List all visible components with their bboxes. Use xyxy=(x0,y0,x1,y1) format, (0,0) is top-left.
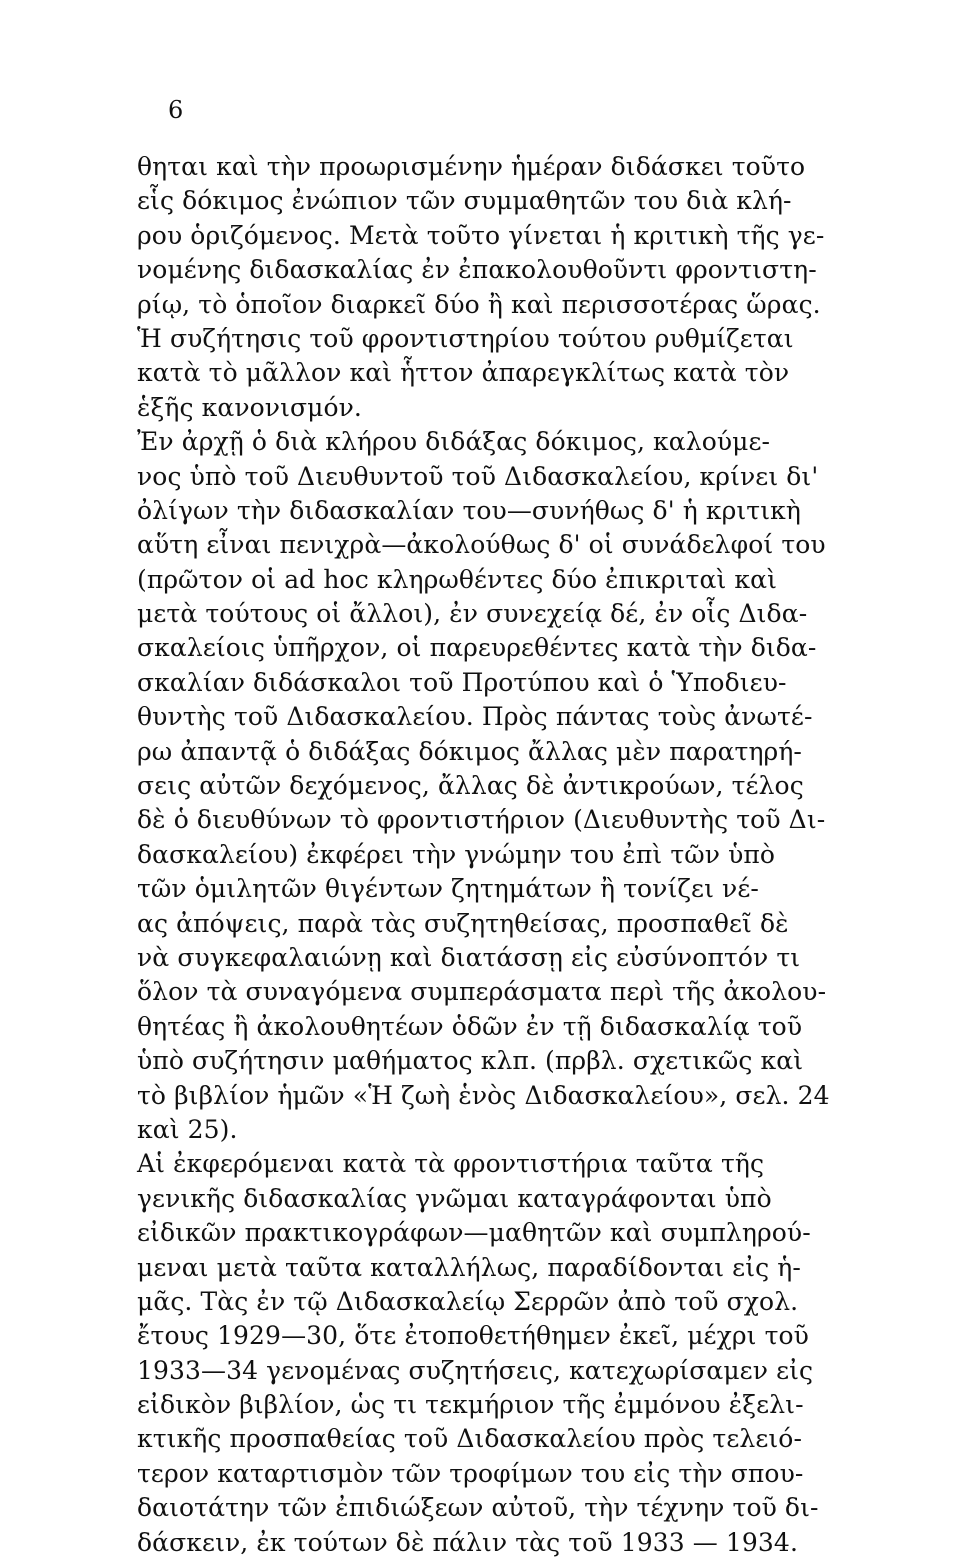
text-line: μᾶς. Τὰς ἐν τῷ Διδασκαλείῳ Σερρῶν ἀπὸ τοῦ σχολ. xyxy=(137,1286,799,1316)
text-line: δὲ ὁ διευθύνων τὸ φροντιστήριον (Διευθυντὴς τοῦ Δι- xyxy=(137,805,826,835)
text-line: ἔτους 1929—30, ὅτε ἐτοποθετήθημεν ἐκεῖ, μέχρι τοῦ xyxy=(137,1321,809,1351)
text-line: αὕτη εἶναι πενιχρὰ—ἀκολούθως δ' οἱ συνάδελφοί του xyxy=(137,530,826,560)
text-line: δάσκειν, ἐκ τούτων δὲ πάλιν τὰς τοῦ 1933 — 1934. xyxy=(137,1527,798,1557)
text-line: θυντὴς τοῦ Διδασκαλείου. Πρὸς πάντας τοὺς ἀνωτέ- xyxy=(137,702,813,732)
text-line: ρίῳ, τὸ ὁποῖον διαρκεῖ δύο ἢ καὶ περισσοτέρας ὥρας. xyxy=(137,289,821,319)
text-line: νος ὑπὸ τοῦ Διευθυντοῦ τοῦ Διδασκαλείου, κρίνει δι' xyxy=(137,461,819,491)
text-line: ρω ἀπαντᾷ ὁ διδάξας δόκιμος ἄλλας μὲν παρατηρή- xyxy=(137,736,802,766)
text-line: δασκαλείου) ἐκφέρει τὴν γνώμην του ἐπὶ τῶν ὑπὸ xyxy=(137,839,776,869)
text-line: ὅλον τὰ συναγόμενα συμπεράσματα περὶ τῆς ἀκολου- xyxy=(137,977,827,1007)
body-text xyxy=(137,150,877,1560)
text-line: ἑξῆς κανονισμόν. xyxy=(137,392,362,422)
text-line: μεναι μετὰ ταῦτα καταλλήλως, παραδίδονται εἰς ἡ- xyxy=(137,1252,801,1282)
text-line: Αἱ ἐκφερόμεναι κατὰ τὰ φροντιστήρια ταῦτα τῆς xyxy=(137,1149,765,1179)
text-line: εἷς δόκιμος ἐνώπιον τῶν συμμαθητῶν του διὰ κλή- xyxy=(137,186,792,216)
text-line: γενικῆς διδασκαλίας γνῶμαι καταγράφονται ὑπὸ xyxy=(137,1183,772,1213)
text-line: ὑπὸ συζήτησιν μαθήματος κλπ. (πρβλ. σχετικῶς καὶ xyxy=(137,1046,804,1076)
text-line: εἰδικὸν βιβλίον, ὡς τι τεκμήριον τῆς ἐμμόνου ἐξελι- xyxy=(137,1390,804,1420)
text-line: (πρῶτον οἱ ad hoc κληρωθέντες δύο ἐπικριταὶ καὶ xyxy=(137,564,778,594)
text-line: θητέας ἢ ἀκολουθητέων ὁδῶν ἐν τῇ διδασκαλίᾳ τοῦ xyxy=(137,1011,803,1041)
text-line: ας ἀπόψεις, παρὰ τὰς συζητηθείσας, προσπαθεῖ δὲ xyxy=(137,908,789,938)
text-line: νὰ συγκεφαλαιώνῃ καὶ διατάσσῃ εἰς εὐσύνοπτόν τι xyxy=(137,942,801,972)
text-line: τῶν ὁμιλητῶν θιγέντων ζητημάτων ἢ τονίζει νέ- xyxy=(137,874,759,904)
text-line: σεις αὐτῶν δεχόμενος, ἄλλας δὲ ἀντικρούων, τέλος xyxy=(137,771,804,801)
text-line: μετὰ τούτους οἱ ἄλλοι), ἐν συνεχείᾳ δέ, ἐν οἷς Διδα- xyxy=(137,599,808,629)
text-line: σκαλείοις ὑπῆρχον, οἱ παρευρεθέντες κατὰ τὴν διδα- xyxy=(137,633,817,663)
text-line: εἰδικῶν πρακτικογράφων—μαθητῶν καὶ συμπληρού- xyxy=(137,1218,811,1248)
page-number: 6 xyxy=(168,96,184,124)
text-line: θηται καὶ τὴν προωρισμένην ἡμέραν διδάσκει τοῦτο xyxy=(137,152,806,181)
text-line: κατὰ τὸ μᾶλλον καὶ ἧττον ἀπαρεγκλίτως κατὰ τὸν xyxy=(137,358,790,388)
text-line: δαιοτάτην τῶν ἐπιδιώξεων αὐτοῦ, τὴν τέχνην τοῦ δι- xyxy=(137,1493,819,1523)
text-line: νομένης διδασκαλίας ἐν ἐπακολουθοῦντι φροντιστη- xyxy=(137,255,817,285)
text-line: ὀλίγων τὴν διδασκαλίαν του—συνήθως δ' ἡ κριτικὴ xyxy=(137,495,801,525)
text-line: κτικῆς προσπαθείας τοῦ Διδασκαλείου πρὸς τελειό- xyxy=(137,1424,802,1454)
text-line: 1933—34 γενομένας συζητήσεις, κατεχωρίσαμεν εἰς xyxy=(137,1355,814,1385)
text-line: τὸ βιβλίον ἡμῶν «Ἡ ζωὴ ἑνὸς Διδασκαλείου», σελ. 24 xyxy=(137,1080,830,1110)
text-line: καὶ 25). xyxy=(137,1114,238,1144)
text-line: Ἐν ἀρχῇ ὁ διὰ κλήρου διδάξας δόκιμος, καλούμε- xyxy=(137,427,771,457)
text-line: ρου ὁριζόμενος. Μετὰ τοῦτο γίνεται ἡ κριτικὴ τῆς γε- xyxy=(137,220,825,250)
text-line: Ἡ συζήτησις τοῦ φροντιστηρίου τούτου ρυθμίζεται xyxy=(137,323,794,353)
text-line: τερον καταρτισμὸν τῶν τροφίμων του εἰς τὴν σπου- xyxy=(137,1458,804,1488)
text-line: σκαλίαν διδάσκαλοι τοῦ Προτύπου καὶ ὁ Ὑποδιευ- xyxy=(137,667,787,697)
